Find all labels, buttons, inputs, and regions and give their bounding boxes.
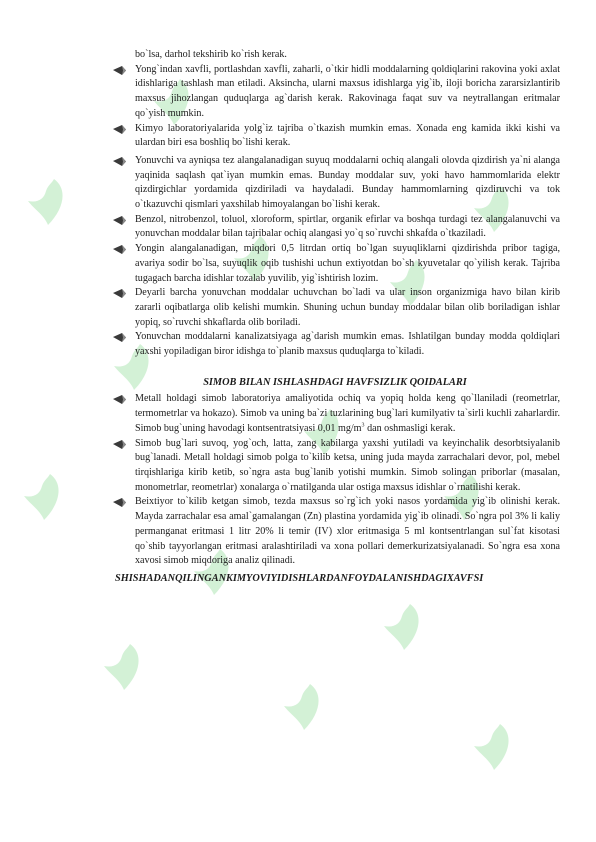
pen-nib-bullet-icon <box>113 440 126 449</box>
leaf-watermark-icon <box>280 680 324 734</box>
pen-nib-bullet-icon <box>113 245 126 254</box>
list-item-text: Yong`indan xavfli, portlashdan xavfli, zaharli, o`tkir hidli moddalarning qoldiqlarini rakovina yoki axlat idishlariga tashlash man etiladi. Aksincha, ularni maxsus idishlarga yig`ib, iloji boricha zararsizlantirib maxsus jihozlangan quduqlarga ag`darish kerak. Rakovinaga faqat suv va neytrallangan eritmalar qo`yish mumkin. <box>135 63 560 119</box>
leaf-watermark-icon <box>380 600 424 654</box>
pen-nib-bullet-icon <box>113 333 126 342</box>
list-item-text: Yonuvchan moddalarni kanalizatsiyaga ag`darish mumkin emas. Ishlatilgan bunday modda qoldiqlari yaxshi yopiladigan biror idishga to`planib maxsus quduqlarga to`kiladi. <box>135 331 560 358</box>
list-item-text: Deyarli barcha yonuvchan moddalar uchuvchan bo`ladi va ular inson organizmiga havo bilan kirib zararli oqibatlarga olib kelishi mumkin. Shuning uchun bunday moddalar bilan olib boriladigan ishlar yopiq, so`ruvchi shkaflarda olib boriladi. <box>135 287 560 328</box>
list-item <box>110 392 560 436</box>
list-item <box>110 330 560 359</box>
list-item-text: dan oshmasligi kerak. <box>364 422 456 434</box>
list-item-text: Benzol, nitrobenzol, toluol, xloroform, spirtlar, organik efirlar va boshqa turdagi tez alangalanuvchi va yonuvchan moddalar bilan tajribalar ochiq alangasi yo`q so`ruvchi shkafda o`tkaziladi. <box>135 213 560 240</box>
pen-nib-bullet-icon <box>113 216 126 225</box>
leaf-watermark-icon <box>20 470 64 524</box>
pen-nib-bullet-icon <box>113 157 126 166</box>
list-item <box>110 286 560 330</box>
list-item-text: Beixtiyor to`kilib ketgan simob, tezda maxsus so`rg`ich yoki nasos yordamida yig`ib olinishi kerak. Mayda zarrachalar esa amal`gamalangan (Zn) plastina yordamida yig`ib olinadi. So`ngra pol 3% li kaliy permanganat eritmasi 1 litr 20% li temir (IV) xlor eritmasiga 5 ml kontsentrlangan sul`fat kisotasi qo`shib tayyorlangan eritmasi aralashtiriladi va xona pollari demerkurizatsiyalanadi. So`ngra esa xona xavosi simob miqdoriga analiz qilinadi. <box>135 496 560 567</box>
list-item-text: Kimyo laboratoriyalarida yolg`iz tajriba o`tkazish mumkin emas. Xonada eng kamida ikki kishi va ulardan biri esa boshliq bo`lishi kerak. <box>135 122 560 149</box>
list-item <box>110 437 560 496</box>
list-item-text: Metall holdagi simob laboratoriya amaliyotida ochiq va yopiq holda keng qo`llaniladi (reometrlar, termometrlar va hokazo). Simob va uning ba`zi tuzlarining bug`lari kumilyativ ta`sirli kuchli zaharlardir. Simob bug`uning havodagi kontsentratsiyasi 0,01 mg/m <box>135 393 560 434</box>
list-item-text: Yongin alangalanadigan, miqdori 0,5 litrdan ortiq bo`lgan suyuqliklarni qizdirishda pribor tagiga, avariya sodir bo`lsa, suyuqlik oqib tushishi uchun extiyotdan bo`sh kyuvetalar qo`yilish kerak. Tajriba tugagach barcha idishlar tozalab yuvilib, yig`ishtirish lozim. <box>135 243 560 284</box>
list-item <box>110 242 560 286</box>
pen-nib-bullet-icon <box>113 125 126 134</box>
leaf-watermark-icon <box>24 175 68 229</box>
pen-nib-bullet-icon <box>113 395 126 404</box>
superscript: 3 <box>361 422 365 429</box>
list-item-text: Simob bug`lari suvoq, yog`och, latta, zang kabilarga yaxshi yutiladi va keyinchalik desorbtsiyalanib bug`lanadi. Metall holdagi simob polga to`kilib ketsa, uning juda mayda zarrachalari devor, pol, mebel tirqishlariga kirib ketib, so`ngra asta bug`lanib yotishi mumkin. Simob solingan priborlar (masalan, monometrlar, reometrlar) xonalarga o`rnatilganda ular ostiga maxsus idishlar o`rnatilishi kerak. <box>135 437 560 493</box>
leaf-watermark-icon <box>470 720 514 774</box>
list-item-text: Yonuvchi va ayniqsa tez alangalanadigan suyuq moddalarni ochiq alangali olovda qizdirish ya`ni alanga yaqinida saqlash qat`iyan mumkin emas. Bunday moddalar suv, yoki havo hammomlarida elektr qizdirgichlar yordamida qizdiriladi va haydaladi. Bunday hammomlarning qizdiruvchi va tok o`tkazuvchi qismlari yaxshilab himoyalangan bo`lishi kerak. <box>135 154 560 211</box>
next-section-heading: SHISHADANQILINGANKIMYOVIYIDISHLARDANFOYDALANISHDAGIXAVFSI <box>115 572 484 584</box>
list-item <box>110 63 560 122</box>
continued-paragraph: bo`lsa, darhol tekshirib ko`rish kerak. <box>135 49 287 60</box>
document-body <box>110 48 560 587</box>
list-item <box>110 122 560 151</box>
pen-nib-bullet-icon <box>113 66 126 75</box>
list-item <box>110 154 560 213</box>
section-heading: SIMOB BILAN ISHLASHDAGI HAVFSIZLIK QOIDALARI <box>203 376 467 388</box>
pen-nib-bullet-icon <box>113 289 126 298</box>
list-item <box>110 495 560 569</box>
pen-nib-bullet-icon <box>113 498 126 507</box>
leaf-watermark-icon <box>100 640 144 694</box>
list-item <box>110 213 560 242</box>
